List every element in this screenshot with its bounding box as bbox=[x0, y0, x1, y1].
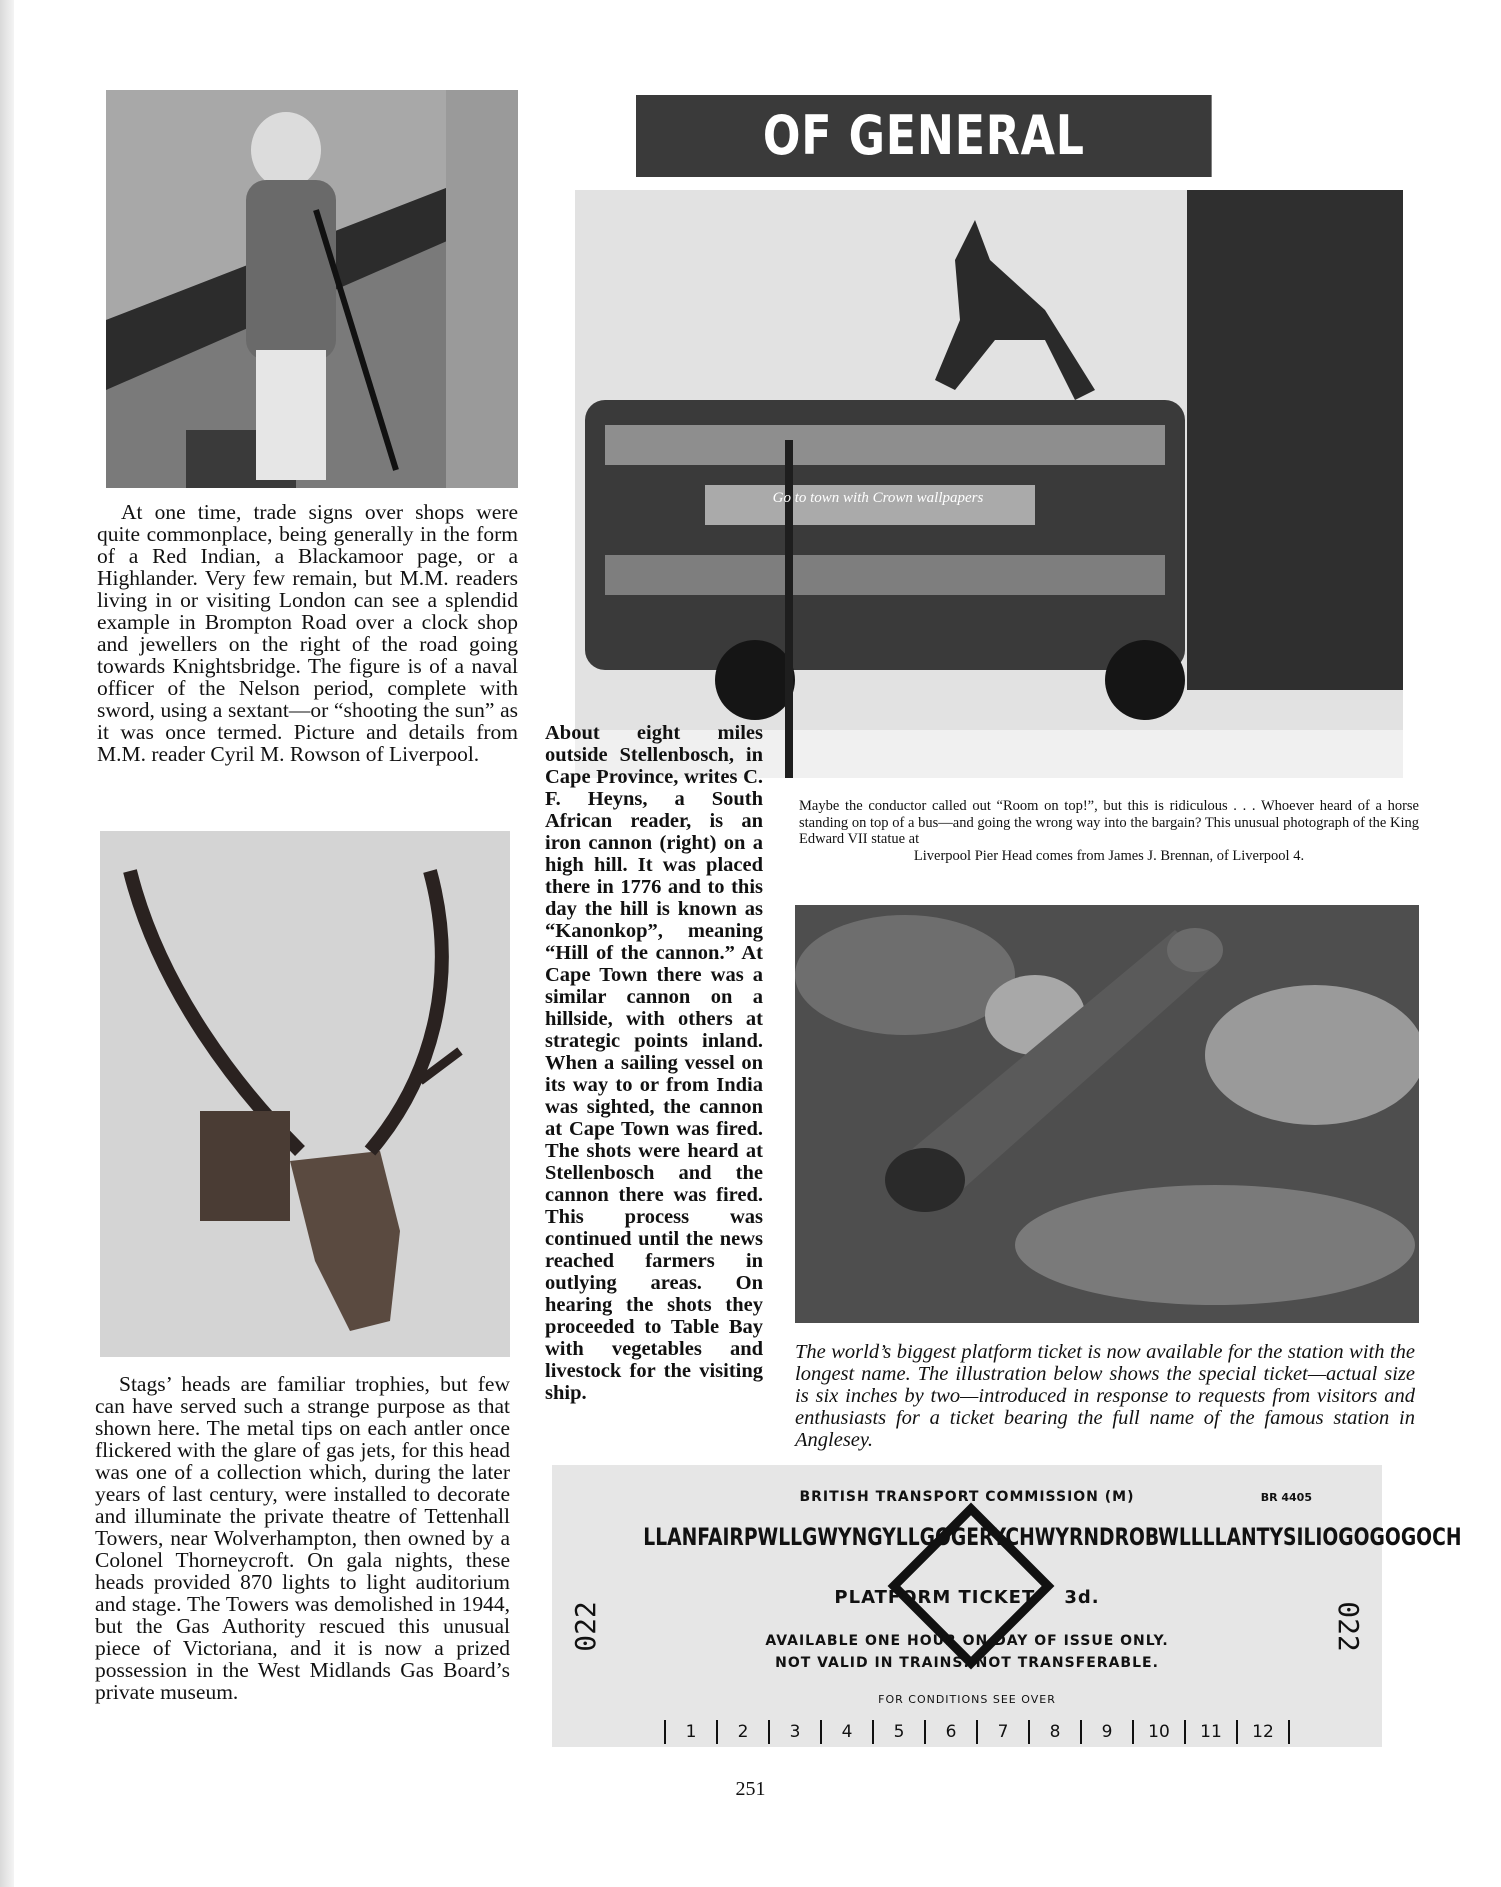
ticket-validity: NOT VALID IN TRAINS. NOT TRANSFERABLE. bbox=[775, 1655, 1159, 1671]
platform-ticket bbox=[552, 1465, 1462, 1747]
article-cannon bbox=[545, 722, 763, 1404]
ticket-scale-5: 5 bbox=[874, 1720, 926, 1744]
ticket-serial-left: 022 bbox=[568, 1601, 602, 1652]
ticket-scale-4: 4 bbox=[822, 1720, 874, 1744]
caption-ticket-text: The world’s biggest platform ticket is now available for the station with the longest name. The illustration below shows the special ticket—actual size is six inches by two—introduced in response to requests from visitors and enthusiasts for a ticket bearing the full name of the famous station in Anglesey. bbox=[795, 1341, 1415, 1451]
ticket-type-text: PLATFORM TICKET bbox=[834, 1587, 1036, 1608]
article-stags bbox=[95, 1373, 510, 1703]
ticket-type bbox=[552, 1587, 1382, 1608]
ticket-scale-7: 7 bbox=[978, 1720, 1030, 1744]
caption-bus-text: Maybe the conductor called out “Room on top!”, but this is ridiculous . . . Whoever heard of a horse standing on top of a bus—and going the wrong way into the bargain? This unusual photograph of the King Edward VII statue at bbox=[799, 798, 1419, 847]
ticket-scale-2: 2 bbox=[718, 1720, 770, 1744]
ticket-scale-3: 3 bbox=[770, 1720, 822, 1744]
article-cannon-text: About eight miles outside Stellenbosch, in Cape Province, writes C. F. Heyns, a South African reader, is an iron cannon (right) on a high hill. It was placed there in 1776 and to this day the hill is known as “Kanonkop”, meaning “Hill of the cannon.” At Cape Town there was a similar cannon on a hillside, with others at strategic points inland. When a sailing vessel on its way to or from India was sighted, the cannon at Cape Town was fired. The shots were heard at Stellenbosch and the cannon there was fired. This process was continued until the news reached farmers in outlying areas. On hearing the shots they proceeded to Table Bay with vegetables and livestock for the visiting ship. bbox=[545, 722, 763, 1404]
ticket-scale bbox=[664, 1720, 1290, 1744]
ticket-station-name: LLANFAIRPWLLGWYNGYLLGOGERYCHWYRNDROBWLLLLANTYSILIOGOGOGOCH bbox=[643, 1523, 1462, 1551]
article-trade-signs bbox=[97, 501, 518, 765]
caption-bus bbox=[799, 798, 1419, 864]
ticket-scale-1: 1 bbox=[666, 1720, 718, 1744]
caption-bus-last: Liverpool Pier Head comes from James J. Brennan, of Liverpool 4. bbox=[913, 847, 1305, 864]
stag-head-photo bbox=[100, 831, 510, 1357]
bus-statue-photo bbox=[575, 190, 1403, 778]
page-number: 251 bbox=[735, 1778, 766, 1800]
ticket-scale-6: 6 bbox=[926, 1720, 978, 1744]
ticket-scale-8: 8 bbox=[1030, 1720, 1082, 1744]
article-trade-signs-text: At one time, trade signs over shops were quite commonplace, being generally in the form of a Red Indian, a Blackamoor page, or a Highlander. Very few remain, but M.M. readers living in or visiting London can see a splendid example in Brompton Road over a clock shop and jewellers on the right of the road going towards Knightsbridge. The figure is of a naval officer of the Nelson period, complete with sword, using a sextant—or “shooting the sun” as it was once termed. Picture and details from M.M. reader Cyril M. Rowson of Liverpool. bbox=[97, 500, 518, 766]
ticket-issuer: BRITISH TRANSPORT COMMISSION (M) bbox=[799, 1489, 1135, 1505]
ticket-scale-11: 11 bbox=[1186, 1720, 1238, 1744]
cannon-photo bbox=[795, 905, 1419, 1323]
bus-advert-text: Go to town with Crown wallpapers bbox=[772, 490, 984, 506]
ticket-price: 3d. bbox=[1064, 1587, 1100, 1608]
ticket-conditions: FOR CONDITIONS SEE OVER bbox=[878, 1693, 1056, 1706]
ticket-serial-right: 022 bbox=[1332, 1601, 1366, 1652]
page-edge bbox=[0, 0, 14, 1887]
caption-ticket bbox=[795, 1341, 1415, 1451]
ticket-availability: AVAILABLE ONE HOUR ON DAY OF ISSUE ONLY. bbox=[765, 1633, 1169, 1649]
ticket-scale-12: 12 bbox=[1238, 1720, 1290, 1744]
ticket-scale-9: 9 bbox=[1082, 1720, 1134, 1744]
naval-officer-photo bbox=[106, 90, 518, 488]
ticket-scale-10: 10 bbox=[1134, 1720, 1186, 1744]
article-stags-text: Stags’ heads are familiar trophies, but few can have served such a strange purpose as that shown here. The metal tips on each antler once flickered with the glare of gas jets, for this head was one of a collection which, during the later years of last century, were installed to decorate and illuminate the private theatre of Tettenhall Towers, near Wolverhampton, then owned by a Colonel Thorneycroft. On gala nights, these heads provided 870 lights to light auditorium and stage. The Towers was demolished in 1944, but the Gas Authority rescued this unusual piece of Victoriana, and it is now a prized possession in the West Midlands Gas Board’s private museum. bbox=[95, 1372, 510, 1704]
section-banner: OF GENERAL bbox=[636, 95, 1212, 177]
ticket-ref: BR 4405 bbox=[1260, 1491, 1312, 1504]
